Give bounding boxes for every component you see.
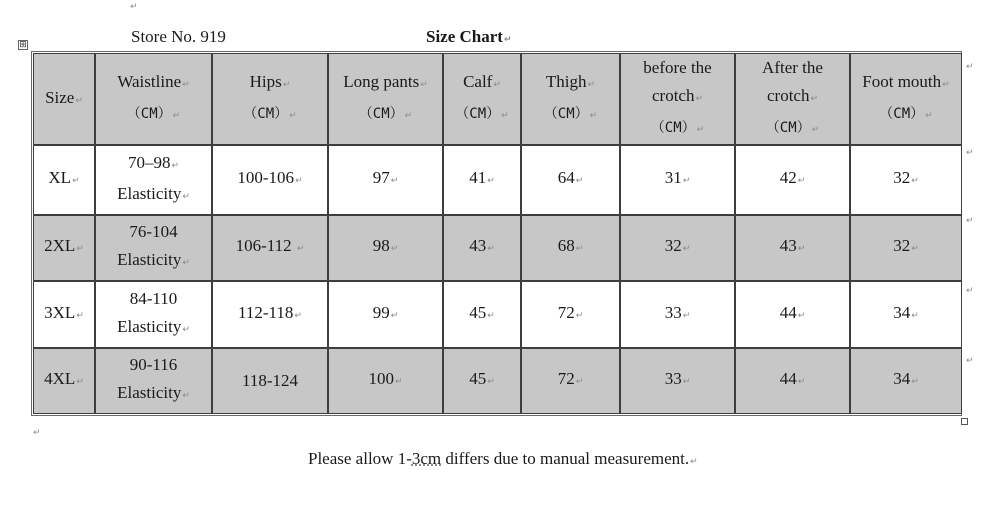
header-cell-hips: Hips↵ （CM）↵ <box>212 53 328 145</box>
hips-cell: 106-112 ↵ <box>212 215 328 281</box>
header-cell-long-pants: Long pants↵ （CM）↵ <box>328 53 443 145</box>
paragraph-mark: ↵ <box>33 428 41 438</box>
header-cell-thigh: Thigh↵ （CM）↵ <box>521 53 620 145</box>
paragraph-mark: ↵ <box>503 35 512 45</box>
long-pants-cell: 100↵ <box>328 348 443 414</box>
size-cell: XL↵ <box>33 145 95 215</box>
long-pants-cell: 98↵ <box>328 215 443 281</box>
row-end-mark: ↵ <box>966 356 974 366</box>
size-cell: 4XL↵ <box>33 348 95 414</box>
waist-cell: 70–98↵ Elasticity↵ <box>95 145 212 215</box>
paragraph-mark: ↵ <box>130 2 138 12</box>
hips-cell: 100-106↵ <box>212 145 328 215</box>
table-header-row <box>33 53 962 145</box>
front-crotch-cell: 33↵ <box>620 348 735 414</box>
size-chart-table <box>31 51 962 416</box>
back-crotch-cell: 42↵ <box>735 145 850 215</box>
calf-cell: 45↵ <box>443 348 521 414</box>
calf-cell: 45↵ <box>443 281 521 347</box>
header-cell-calf: Calf↵ （CM）↵ <box>443 53 521 145</box>
back-crotch-cell: 44↵ <box>735 281 850 347</box>
foot-mouth-cell: 34↵ <box>850 281 962 347</box>
front-crotch-cell: 31↵ <box>620 145 735 215</box>
store-number <box>131 27 226 47</box>
size-chart-title <box>426 27 512 47</box>
header-cell-waistline: Waistline↵ （CM）↵ <box>95 53 212 145</box>
hips-cell: 112-118↵ <box>212 281 328 347</box>
table-row <box>33 348 962 414</box>
header-cell-before-crotch: before the crotch↵ （CM）↵ <box>620 53 735 145</box>
back-crotch-cell: 44↵ <box>735 348 850 414</box>
waist-cell: 84-110 Elasticity↵ <box>95 281 212 347</box>
hips-cell: 118-124 <box>212 348 328 414</box>
table-row <box>33 215 962 281</box>
waist-cell: 76-104 Elasticity↵ <box>95 215 212 281</box>
foot-mouth-cell: 32↵ <box>850 215 962 281</box>
foot-mouth-cell: 34↵ <box>850 348 962 414</box>
row-end-mark: ↵ <box>966 62 974 72</box>
table-row <box>33 145 962 215</box>
thigh-cell: 72↵ <box>521 348 620 414</box>
title-text: Size Chart <box>426 27 503 46</box>
waist-cell: 90-116 Elasticity↵ <box>95 348 212 414</box>
row-end-mark: ↵ <box>966 216 974 226</box>
table-row <box>33 281 962 347</box>
long-pants-cell: 97↵ <box>328 145 443 215</box>
row-end-mark: ↵ <box>966 148 974 158</box>
row-end-mark: ↵ <box>966 286 974 296</box>
header-cell-size: Size↵ <box>33 53 95 145</box>
calf-cell: 43↵ <box>443 215 521 281</box>
measurement-note: Please allow 1-3cm differs due to manual measurement.↵ <box>308 449 698 468</box>
foot-mouth-cell: 32↵ <box>850 145 962 215</box>
thigh-cell: 72↵ <box>521 281 620 347</box>
size-cell: 3XL↵ <box>33 281 95 347</box>
size-cell: 2XL↵ <box>33 215 95 281</box>
calf-cell: 41↵ <box>443 145 521 215</box>
header-cell-foot-mouth: Foot mouth↵ （CM）↵ <box>850 53 962 145</box>
back-crotch-cell: 43↵ <box>735 215 850 281</box>
long-pants-cell: 99↵ <box>328 281 443 347</box>
thigh-cell: 68↵ <box>521 215 620 281</box>
thigh-cell: 64↵ <box>521 145 620 215</box>
spellcheck-underlined-word: 3cm <box>411 449 442 468</box>
front-crotch-cell: 33↵ <box>620 281 735 347</box>
table-resize-handle[interactable] <box>961 418 968 425</box>
table-move-handle[interactable]: ⊞ <box>19 40 27 50</box>
front-crotch-cell: 32↵ <box>620 215 735 281</box>
store-text: Store No. 919 <box>131 27 226 46</box>
header-cell-after-crotch: After the crotch↵ （CM）↵ <box>735 53 850 145</box>
